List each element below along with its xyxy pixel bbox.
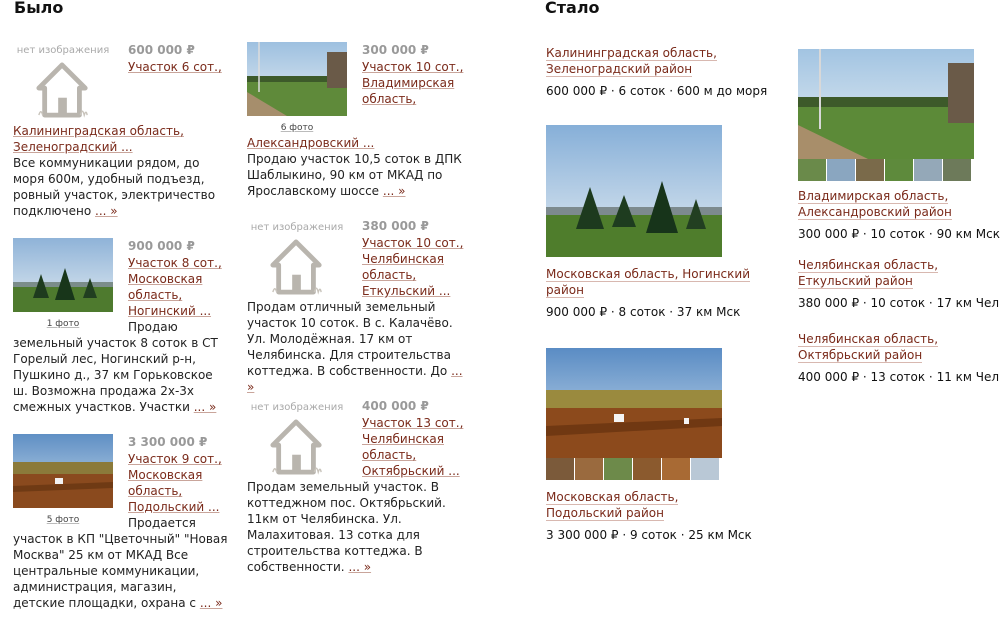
after-header: Стало	[545, 0, 600, 17]
listing-title-link[interactable]: Подольский ...	[128, 500, 220, 514]
listing-location-link[interactable]: Московская область,	[546, 490, 679, 504]
more-link[interactable]: ... »	[348, 560, 372, 574]
house-icon	[35, 61, 91, 119]
more-link[interactable]: ... »	[382, 184, 406, 198]
listing-meta: 3 300 000 ₽ · 9 соток · 25 км Мск	[546, 528, 752, 542]
photo-count-link[interactable]: 6 фото	[280, 123, 314, 133]
listing-location-link[interactable]: район	[546, 283, 584, 297]
no-image-placeholder[interactable]	[13, 45, 113, 123]
listing-location-link[interactable]: Челябинская область,	[798, 258, 939, 272]
listing-title-link[interactable]: Октябрьский ...	[362, 464, 460, 478]
listing-location	[798, 188, 952, 220]
listing-location-link[interactable]: Зеленоградский ...	[13, 140, 133, 154]
listing-title-link[interactable]: Владимирская	[362, 76, 455, 90]
before-header: Было	[14, 0, 64, 17]
listing-title-link[interactable]: область,	[128, 288, 183, 302]
listing-title-link[interactable]: область,	[128, 484, 183, 498]
listing-title-link[interactable]: Участок 9 сот.,	[128, 452, 222, 466]
listing-title-link[interactable]: Челябинская	[362, 432, 444, 446]
listing-description: участок в КП "Цветочный" "Новая Москва" 25 км от МКАД Все центральные коммуникации, администрация, магазин, детские площадки, охрана с ... »	[13, 532, 228, 610]
listing-location-link[interactable]: Челябинская область,	[798, 332, 939, 346]
more-link[interactable]: ... »	[247, 364, 463, 394]
more-link[interactable]: ... »	[193, 400, 217, 414]
listing-meta: 900 000 ₽ · 8 соток · 37 км Мск	[546, 305, 741, 319]
no-image-caption: нет изображения	[250, 222, 344, 233]
listing-location	[546, 489, 678, 521]
house-icon	[269, 238, 325, 296]
listing-price: 300 000 ₽	[362, 43, 429, 57]
listing-location-link[interactable]: Подольский район	[546, 506, 664, 520]
listing-price: 3 300 000 ₽	[128, 435, 208, 449]
listing-price: 600 000 ₽	[128, 43, 195, 57]
listing-title-link[interactable]: Еткульский ...	[362, 284, 451, 298]
no-image-placeholder[interactable]	[247, 222, 347, 300]
listing-description: Продам земельный участок. В коттеджном пос. Октябрьский. 11км от Челябинска. Ул. Малахитовая. 13 сотка для строительства коттеджа. В собственности. ... »	[247, 480, 446, 574]
listing-location	[546, 45, 717, 77]
listing-title-link[interactable]: область,	[362, 92, 417, 106]
listing-location-link[interactable]: Владимирская область,	[798, 189, 949, 203]
listing-title-link[interactable]: Участок 8 сот.,	[128, 256, 222, 270]
listing-location-link[interactable]: Александровский район	[798, 205, 952, 219]
listing-title-link[interactable]: Участок 13 сот.,	[362, 416, 464, 430]
listing-title-link[interactable]: Московская	[128, 272, 203, 286]
listing-location	[798, 331, 938, 363]
listing-location	[798, 257, 938, 289]
listing-location	[546, 266, 750, 298]
photo-thumbnails[interactable]	[798, 159, 974, 181]
listing-location-link[interactable]: Еткульский район	[798, 274, 913, 288]
listing-location-link[interactable]: Калининградская область,	[546, 46, 717, 60]
listing-title-link[interactable]: Участок 6 сот.,	[128, 60, 222, 74]
listing-title-link[interactable]: область,	[362, 268, 417, 282]
listing-location-link[interactable]: Калининградская область,	[13, 124, 184, 138]
listing-meta: 400 000 ₽ · 13 соток · 11 км Чел	[798, 370, 1000, 384]
listing-title	[128, 451, 228, 515]
listing-price: 400 000 ₽	[362, 399, 429, 413]
listing-title	[362, 59, 472, 107]
listing-title	[128, 255, 228, 319]
listing-location-link[interactable]: Московская область, Ногинский	[546, 267, 750, 281]
listing-title-link[interactable]: Московская	[128, 468, 203, 482]
listing-photo[interactable]	[247, 42, 347, 116]
listing-photo[interactable]	[13, 434, 113, 508]
listing-price: 900 000 ₽	[128, 239, 195, 253]
listing-title-link[interactable]: Ногинский ...	[128, 304, 212, 318]
listing-description: Все коммуникации рядом, до моря 600м, удобный подъезд, ровный участок, электричество подключено ... »	[13, 156, 216, 218]
photo-count-link[interactable]: 1 фото	[46, 319, 80, 329]
listing-photo[interactable]	[546, 125, 722, 257]
listing-photo[interactable]	[546, 348, 722, 458]
listing-meta: 380 000 ₽ · 10 соток · 17 км Чел	[798, 296, 1000, 310]
listing-photo[interactable]	[798, 49, 974, 159]
listing-location-link[interactable]: Октябрьский район	[798, 348, 923, 362]
listing-photo[interactable]	[13, 238, 113, 312]
listing-title-link[interactable]: Челябинская	[362, 252, 444, 266]
more-link[interactable]: ... »	[95, 204, 118, 218]
listing-meta: 300 000 ₽ · 10 соток · 90 км Мск	[798, 227, 1000, 241]
house-icon	[269, 418, 325, 476]
listing-location-link[interactable]: Зеленоградский район	[546, 62, 693, 76]
listing-description-start: Продаю	[128, 320, 178, 334]
more-link[interactable]: ... »	[199, 596, 223, 610]
listing-location-link[interactable]: Александровский ...	[247, 136, 375, 150]
no-image-caption: нет изображения	[16, 45, 110, 56]
photo-thumbnails[interactable]	[546, 458, 722, 480]
listing-description: земельный участок 8 соток в СТ Горелый лес, Ногинский р-н, Пушкино д., 37 км Горьковское ш. Возможна продажа 2х-3х смежных участков. Участки ... »	[13, 336, 218, 414]
photo-count-link[interactable]: 5 фото	[46, 515, 80, 525]
listing-title	[362, 235, 472, 299]
no-image-placeholder[interactable]	[247, 402, 347, 480]
listing-title-link[interactable]: Участок 10 сот.,	[362, 236, 464, 250]
no-image-caption: нет изображения	[250, 402, 344, 413]
listing-title	[362, 415, 472, 479]
listing-description-start: Продается	[128, 516, 196, 530]
listing-title-link[interactable]: Участок 10 сот.,	[362, 60, 464, 74]
listing-description: Продам отличный земельный участок 10 соток. В с. Калачёво. Ул. Молодёжная. 17 км от Челябинска. Для строительства коттеджа. В собственности. До ... »	[247, 300, 463, 394]
listing-description: Продаю участок 10,5 соток в ДПК Шаблыкино, 90 км от МКАД по Ярославскому шоссе ... »	[247, 152, 462, 198]
listing-price: 380 000 ₽	[362, 219, 429, 233]
listing-title-link[interactable]: область,	[362, 448, 417, 462]
listing-meta: 600 000 ₽ · 6 соток · 600 м до моря	[546, 84, 768, 98]
